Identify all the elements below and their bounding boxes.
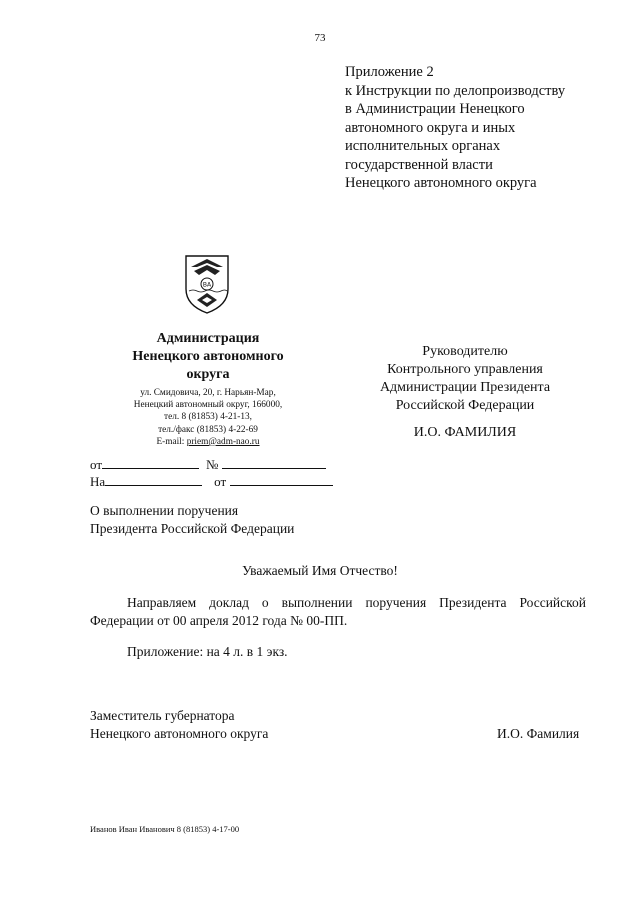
appendix-line: к Инструкции по делопроизводству <box>345 82 566 99</box>
recipient-line: Контрольного управления <box>387 362 543 377</box>
signer-position-line: Ненецкого автономного округа <box>90 726 269 741</box>
signer-name: И.О. Фамилия <box>497 726 580 741</box>
organization-address <box>88 387 328 448</box>
subject-line: Президента Российской Федерации <box>90 520 295 536</box>
registration-row-outgoing <box>90 457 326 473</box>
number-label: № <box>206 457 219 472</box>
attachment-note: Приложение: на 4 л. в 1 экз. <box>127 644 288 659</box>
appendix-header <box>345 63 565 193</box>
email-link[interactable]: priem@adm-nao.ru <box>186 436 260 447</box>
email-line <box>88 436 328 448</box>
recipient-line: Руководителю <box>422 344 508 359</box>
date-label: от <box>90 457 103 472</box>
body-text: Направляем доклад о выполнении поручения Президента Российской Федерации от 00 апреля 2012 года № 00-ПП. <box>90 595 586 628</box>
coat-of-arms-icon <box>183 253 231 315</box>
recipient-block <box>345 343 585 415</box>
appendix-line: автономного округа и иных <box>345 119 516 136</box>
address-line: ул. Смидовича, 20, г. Нарьян-Мар, <box>140 388 276 398</box>
subject-line: О выполнении поручения <box>90 503 239 518</box>
appendix-line: исполнительных органах <box>345 138 501 154</box>
subject <box>90 502 294 537</box>
coat-of-arms-text: ВА <box>202 281 212 289</box>
reference-field[interactable] <box>105 474 202 486</box>
executor-info: Иванов Иван Иванович 8 (81853) 4-17-00 <box>90 824 240 834</box>
organization-name <box>88 330 328 384</box>
recipient-line: Администрации Президента <box>379 380 551 395</box>
appendix-line: государственной власти <box>345 156 493 173</box>
recipient-line: Российской Федерации <box>395 398 535 413</box>
appendix-line: Приложение 2 <box>345 64 434 80</box>
address-line: Ненецкий автономный округ, 166000, <box>133 400 283 411</box>
organization-name-line: Администрация <box>156 331 260 346</box>
address-line: тел. 8 (81853) 4-21-13, <box>164 412 252 423</box>
salutation: Уважаемый Имя Отчество! <box>242 563 398 578</box>
appendix-line: Ненецкого автономного округа <box>345 175 537 191</box>
signer-position <box>90 707 268 743</box>
email-label: E-mail: <box>156 436 187 447</box>
reference-date-label: от <box>214 474 227 489</box>
page-number: 73 <box>314 32 326 44</box>
registration-row-reference <box>90 474 333 490</box>
address-line: тел./факс (81853) 4-22-69 <box>158 424 258 435</box>
organization-name-line: округа <box>186 367 230 382</box>
reference-label: На <box>90 474 106 489</box>
signer-position-line: Заместитель губернатора <box>90 708 235 723</box>
date-field[interactable] <box>102 457 199 469</box>
recipient-name: И.О. ФАМИЛИЯ <box>413 425 517 440</box>
appendix-line: в Администрации Ненецкого <box>345 101 525 117</box>
reference-date-field[interactable] <box>230 474 333 486</box>
organization-name-line: Ненецкого автономного <box>132 349 284 364</box>
number-field[interactable] <box>222 457 326 469</box>
